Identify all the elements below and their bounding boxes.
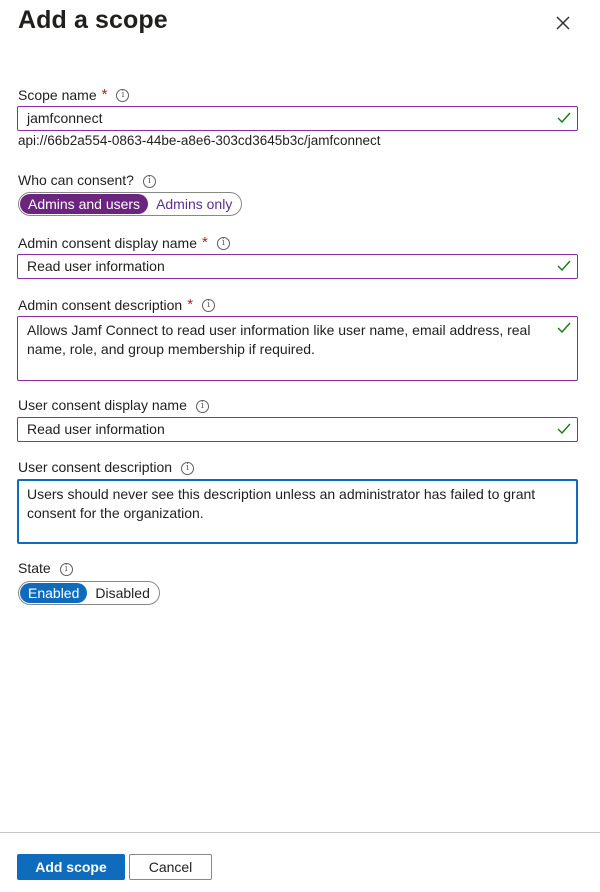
info-icon[interactable]: i (202, 299, 215, 312)
state-toggle (18, 581, 160, 605)
state-label: State i (18, 560, 73, 576)
info-icon[interactable]: i (196, 400, 209, 413)
checkmark-icon (557, 322, 571, 334)
info-icon[interactable]: i (60, 563, 73, 576)
scope-name-label: Scope name * i (18, 86, 129, 103)
cancel-button[interactable]: Cancel (129, 854, 212, 880)
add-scope-button[interactable]: Add scope (17, 854, 125, 880)
option-admins-and-users[interactable]: Admins and users (20, 194, 148, 214)
option-disabled[interactable]: Disabled (95, 585, 150, 601)
scope-name-input[interactable]: jamfconnect (17, 106, 578, 131)
info-icon[interactable]: i (217, 237, 230, 250)
required-mark: * (187, 296, 194, 313)
info-icon[interactable]: i (143, 175, 156, 188)
user-description-label: User consent description i (18, 459, 194, 475)
option-admins-only[interactable]: Admins only (156, 196, 233, 212)
who-can-consent-label: Who can consent? i (18, 172, 156, 188)
user-display-name-input[interactable]: Read user information (17, 417, 578, 442)
admin-display-name-label: Admin consent display name * i (18, 234, 230, 251)
api-uri: api://66b2a554-0863-44be-a8e6-303cd3645b3c/jamfconnect (18, 133, 381, 148)
close-icon[interactable] (552, 12, 574, 34)
option-enabled[interactable]: Enabled (20, 583, 87, 603)
admin-description-label: Admin consent description * i (18, 296, 215, 313)
user-description-textarea[interactable]: Users should never see this description unless an administrator has failed to grant consent for the organization. (17, 479, 578, 544)
panel-title: Add a scope (18, 6, 168, 34)
user-display-name-label: User consent display name i (18, 397, 209, 413)
who-can-consent-toggle (18, 192, 242, 216)
admin-display-name-input[interactable]: Read user information (17, 254, 578, 279)
checkmark-icon (557, 260, 571, 272)
info-icon[interactable]: i (116, 89, 129, 102)
checkmark-icon (557, 112, 571, 124)
footer-divider (0, 832, 600, 833)
required-mark: * (101, 86, 108, 103)
required-mark: * (202, 234, 208, 251)
checkmark-icon (557, 423, 571, 435)
info-icon[interactable]: i (181, 462, 194, 475)
admin-description-textarea[interactable]: Allows Jamf Connect to read user information like user name, email address, real name, role, and group membership if required. (17, 316, 578, 381)
